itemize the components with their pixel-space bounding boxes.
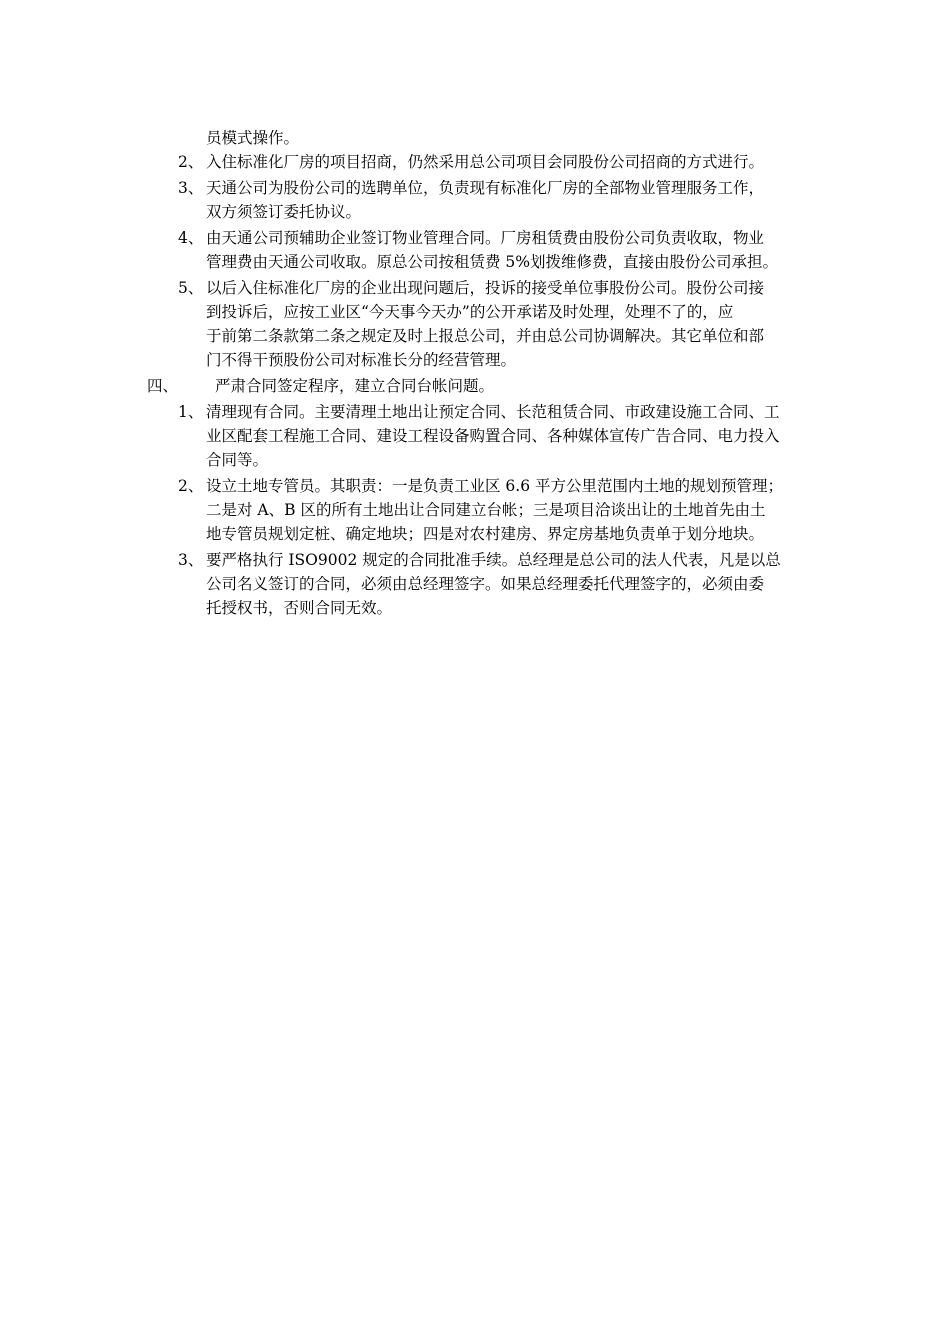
list-item-number: 5、 [178,279,204,297]
list-item-text: 于前第二条款第二条之规定及时上报总公司，并由总公司协调解决。其它单位和部 [206,327,765,345]
list-item-number: 3、 [178,551,204,569]
list-item-text: 由天通公司预辅助企业签订物业管理合同。厂房租赁费由股份公司负责收取，物业 [206,229,765,247]
list-item-text: 入住标准化厂房的项目招商，仍然采用总公司项目会同股份公司招商的方式进行。 [206,153,765,171]
list-item-text: 清理现有合同。主要清理土地出让预定合同、长范租赁合同、市政建设施工合同、工 [206,403,780,421]
list-item-number: 1、 [178,403,204,421]
list-item-text: 双方须签订委托协议。 [206,203,362,221]
list-item-text: 到投诉后，应按工业区“今天事今天办”的公开承诺及时处理，处理不了的，应 [206,303,734,321]
list-item-text: 合同等。 [206,451,269,469]
list-item-text: 公司名义签订的合同，必须由总经理签字。如果总经理委托代理签字的，必须由委 [206,575,765,593]
list-item-number: 3、 [178,179,204,197]
list-item-text: 门不得干预股份公司对标准长分的经营管理。 [206,351,517,369]
list-item-text: 托授权书，否则合同无效。 [206,599,393,617]
list-item-text: 业区配套工程施工合同、建设工程设备购置合同、各种媒体宣传广告合同、电力投入 [206,427,780,445]
list-item-number: 4、 [178,229,204,247]
list-item-text: 管理费由天通公司收取。原总公司按租赁费 5%划拨维修费，直接由股份公司承担。 [206,253,779,271]
list-item-text: 二是对 A、B 区的所有土地出让合同建立台帐；三是项目洽谈出让的土地首先由土 [206,501,766,519]
list-item-text: 天通公司为股份公司的选聘单位，负责现有标准化厂房的全部物业管理服务工作， [206,179,765,197]
list-item-text: 要严格执行 ISO9002 规定的合同批准手续。总经理是总公司的法人代表，凡是以总 [206,551,781,569]
list-item-text: 以后入住标准化厂房的企业出现问题后，投诉的接受单位事股份公司。股份公司接 [206,279,765,297]
list-item-text: 地专管员规划定桩、确定地块；四是对农村建房、界定房基地负责单于划分地块。 [206,525,765,543]
section-title: 严肃合同签定程序，建立合同台帐问题。 [215,377,495,395]
continuation-text: 员模式操作。 [206,129,300,147]
list-item-text: 设立土地专管员。其职责：一是负责工业区 6.6 平方公里范围内土地的规划预管理； [206,477,784,495]
section-number: 四、 [147,377,179,395]
list-item-number: 2、 [178,153,204,171]
list-item-number: 2、 [178,477,204,495]
